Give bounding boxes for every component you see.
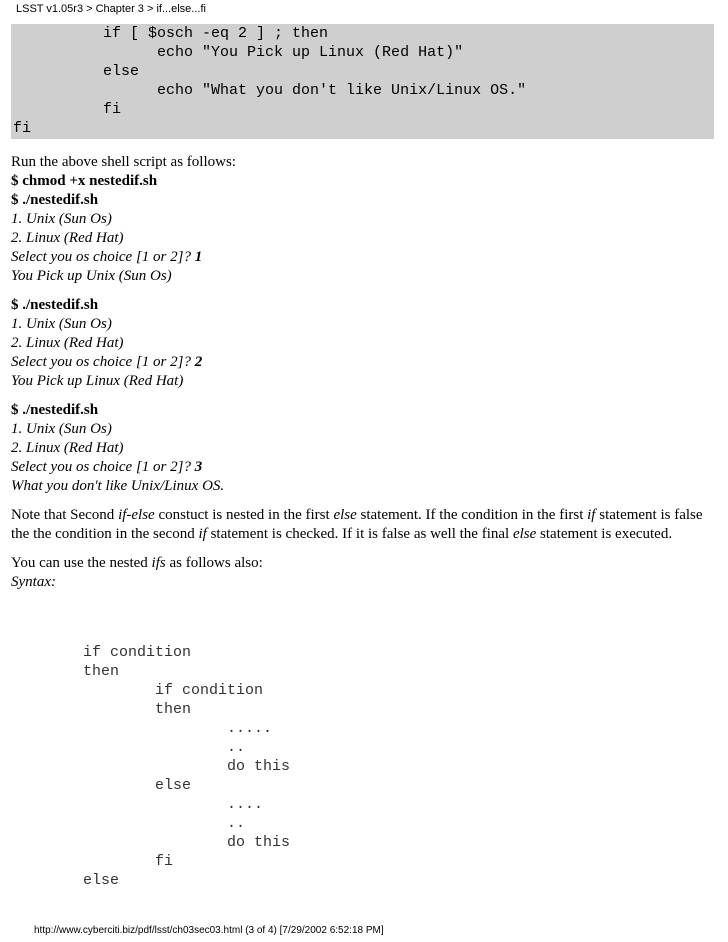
run2-result: You Pick up Linux (Red Hat) [11, 373, 184, 389]
syntax-code-text: if condition then if condition then ..... .. do this else .... .. do this fi else [83, 644, 291, 889]
note-text-6: statement is executed. [536, 526, 673, 542]
run2-option-1: 1. Unix (Sun Os) [11, 316, 112, 332]
run1-prompt-text: Select you os choice [1 or 2]? [11, 249, 195, 265]
run3-answer: 3 [194, 459, 203, 475]
run3-option-2: 2. Linux (Red Hat) [11, 440, 124, 456]
code-block-text: if [ $osch -eq 2 ] ; then echo "You Pick up Linux (Red Hat)" else echo "What you don't like Unix/Linux OS." fi fi [13, 25, 527, 137]
nested-em-1: ifs [151, 555, 166, 571]
nested-text-1: You can use the nested [11, 555, 152, 571]
note-text-1: Note that Second [11, 507, 119, 523]
page-header-breadcrumb: LSST v1.05r3 > Chapter 3 > if...else...fi [16, 3, 206, 15]
run1-option-2: 2. Linux (Red Hat) [11, 230, 124, 246]
run2-answer: 2 [194, 354, 203, 370]
run3-result: What you don't like Unix/Linux OS. [11, 478, 225, 494]
note-text-5: statement is checked. If it is false as well the final [206, 526, 513, 542]
note-em-1: if-else [118, 507, 155, 523]
run2-command: $ ./nestedif.sh [11, 297, 99, 313]
syntax-label: Syntax: [11, 574, 56, 590]
document-body [11, 153, 716, 592]
run3-option-1: 1. Unix (Sun Os) [11, 421, 112, 437]
note-em-2: else [333, 507, 357, 523]
note-em-3: if [587, 507, 596, 523]
note-text-3: statement. If the condition in the first [356, 507, 588, 523]
page-footer-url: http://www.cyberciti.biz/pdf/lsst/ch03sec03.html (3 of 4) [7/29/2002 6:52:18 PM] [34, 925, 384, 936]
note-em-5: else [512, 526, 537, 542]
nested-text-2: as follows also: [165, 555, 263, 571]
run1-answer: 1 [194, 249, 203, 265]
run-intro-text: Run the above shell script as follows: [11, 154, 236, 170]
run1-result: You Pick up Unix (Sun Os) [11, 268, 172, 284]
note-em-4: if [198, 526, 207, 542]
code-block [11, 24, 714, 139]
note-paragraph [11, 506, 716, 544]
run1-prompt [11, 248, 716, 267]
run1-command: $ ./nestedif.sh [11, 192, 99, 208]
note-text-4: statement is false the the condition in the second [11, 507, 703, 542]
syntax-code-block [11, 643, 716, 893]
run2-prompt [11, 353, 716, 372]
run3-command: $ ./nestedif.sh [11, 402, 99, 418]
note-text-2: constuct is nested in the first [154, 507, 334, 523]
run3-prompt [11, 458, 716, 477]
run3-prompt-text: Select you os choice [1 or 2]? [11, 459, 195, 475]
run2-prompt-text: Select you os choice [1 or 2]? [11, 354, 195, 370]
run1-option-1: 1. Unix (Sun Os) [11, 211, 112, 227]
run2-option-2: 2. Linux (Red Hat) [11, 335, 124, 351]
chmod-command: $ chmod +x nestedif.sh [11, 173, 158, 189]
nested-ifs-paragraph [11, 554, 716, 573]
